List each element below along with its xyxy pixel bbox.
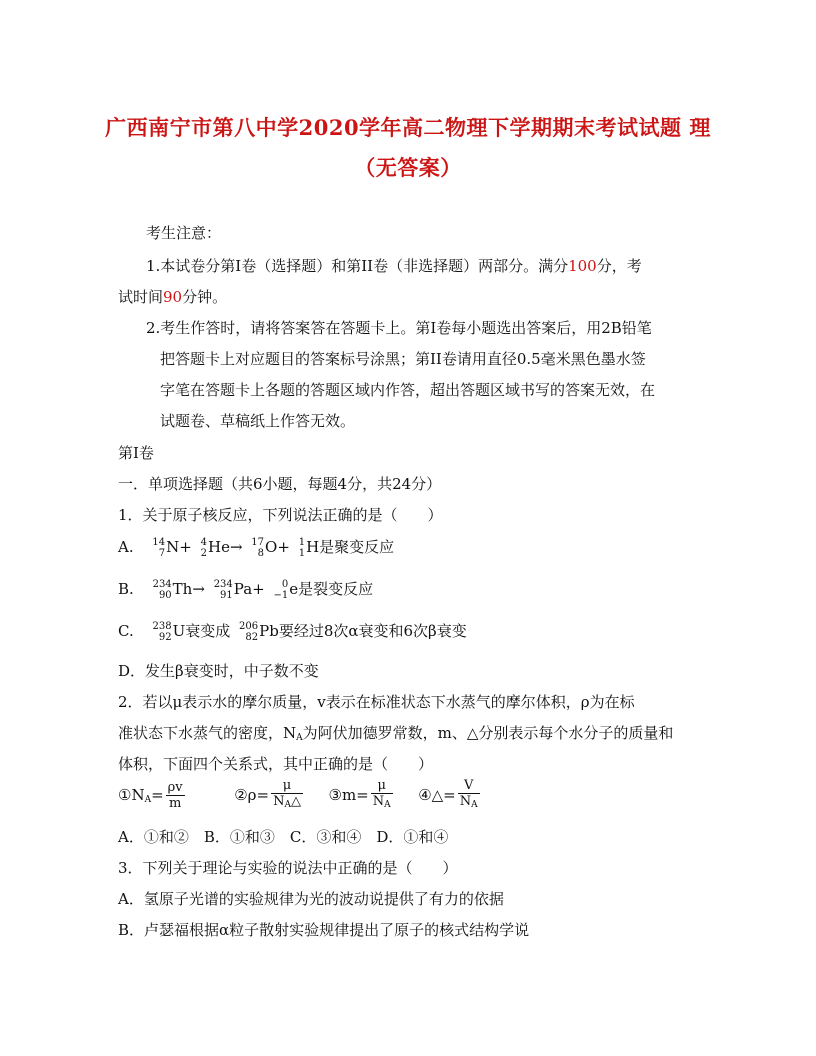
- oxygen-symbol: O+: [265, 538, 290, 556]
- denominator-symbol: N: [459, 794, 472, 809]
- nitrogen-numbers: [152, 537, 165, 559]
- part-heading: 一．单项选择题（共6小题，每题4分，共24分）: [118, 475, 442, 493]
- question-1-option-b: [118, 578, 373, 601]
- question-3-option-b: B．卢瑟福根据α粒子散射实验规律提出了原子的核式结构学说: [118, 921, 530, 939]
- denominator-symbol: N: [273, 794, 285, 809]
- question-1-option-a: [118, 536, 394, 559]
- notice-item-2-line4: 试题卷、草稿纸上作答无效。: [160, 412, 356, 430]
- avogadro-subscript: A: [296, 733, 303, 743]
- numerator: μ: [371, 778, 393, 794]
- question-1-option-d: D．发生β衰变时，中子数不变: [118, 662, 319, 680]
- denominator-subscript: A: [471, 800, 478, 810]
- question-2-line2: [118, 722, 673, 743]
- notice-item-1-text-a: 1.本试卷分第Ⅰ卷（选择题）和第II卷（非选择题）两部分。满分: [146, 257, 569, 275]
- option-b-label: B.: [118, 580, 134, 598]
- denominator: [458, 794, 480, 813]
- notice-item-1-line2: [118, 286, 227, 307]
- question-1-option-c: [118, 620, 467, 643]
- mass-number: 234: [152, 579, 172, 590]
- mass-number: 206: [239, 621, 259, 632]
- option-c-label: C.: [118, 622, 134, 640]
- volume-heading: 第Ⅰ卷: [118, 444, 154, 462]
- electron-numbers: [274, 579, 289, 601]
- option-a-label: A.: [118, 538, 134, 556]
- decay-verb: 衰变成: [185, 622, 231, 640]
- notice-item-2-line1: 2.考生作答时，请将答案答在答题卡上。第Ⅰ卷每小题选出答案后，用2B铅笔: [146, 319, 652, 337]
- notice-item-2-line3: 字笔在答题卡上各题的答题区域内作答，超出答题区域书写的答案无效，在: [160, 381, 656, 399]
- question-3-stem: 3．下列关于理论与实验的说法中正确的是（ ）: [118, 859, 458, 877]
- notice-item-1-line1: [146, 255, 642, 276]
- uranium-numbers: [153, 621, 172, 643]
- lead-symbol: Pb: [259, 622, 279, 640]
- protactinium-numbers: [214, 579, 233, 601]
- numerator: ρv: [167, 780, 183, 795]
- formula-1-lhs-subscript: A: [144, 794, 152, 805]
- nitrogen-symbol: N+: [166, 538, 192, 556]
- formula-2: [234, 778, 310, 810]
- mass-number: 1: [298, 537, 306, 548]
- formula-4-lhs: ④△=: [418, 785, 456, 804]
- charge-number: −1: [273, 590, 289, 601]
- denominator: [271, 794, 303, 813]
- option-c-text: 要经过8次α衰变和6次β衰变: [278, 622, 467, 640]
- atomic-number: 2: [200, 548, 207, 559]
- mass-number: 4: [200, 537, 207, 548]
- question-1-stem: 1．关于原子核反应，下列说法正确的是（ ）: [118, 506, 443, 524]
- formula-2-lhs: ②ρ=: [234, 785, 270, 804]
- atomic-number: 90: [158, 590, 172, 601]
- formula-1-equals: =: [151, 785, 164, 804]
- formula-4: [418, 778, 481, 810]
- question-3-option-a: A．氢原子光谱的实验规律为光的波动说提供了有力的依据: [118, 890, 504, 908]
- lead-numbers: [239, 621, 258, 643]
- denominator-tail: △: [290, 794, 301, 809]
- formula-3: [328, 778, 400, 810]
- question-2-formulas: [118, 778, 482, 813]
- denominator: [371, 794, 393, 813]
- denominator-subscript: A: [384, 800, 391, 810]
- formula-1-lhs: ①N: [118, 785, 145, 804]
- mass-number: 14: [152, 537, 166, 548]
- numerator: V: [458, 778, 480, 794]
- mass-number: 234: [213, 579, 233, 590]
- hydrogen-numbers: [299, 537, 305, 559]
- notice-heading: 考生注意：: [146, 224, 222, 242]
- formula-3-fraction: [371, 778, 393, 813]
- formula-3-lhs: ③m=: [328, 785, 369, 804]
- option-a-text: 是聚变反应: [319, 538, 395, 556]
- question-2-line3: 体积，下面四个关系式，其中正确的是（ ）: [118, 755, 434, 773]
- option-b-text: 是裂变反应: [298, 580, 374, 598]
- atomic-number: 91: [220, 590, 233, 601]
- document-title-line1: 广西南宁市第八中学2020学年高二物理下学期期末考试试题 理: [105, 115, 711, 140]
- notice-item-1-text-c: 试时间: [118, 288, 164, 306]
- notice-item-1-text-b: 分，考: [596, 257, 642, 275]
- denominator: m: [168, 796, 182, 811]
- question-2-options: A．①和② B．①和③ C．③和④ D．①和④: [118, 828, 449, 846]
- numerator: μ: [271, 778, 303, 794]
- protactinium-symbol: Pa+: [233, 580, 265, 598]
- document-title-line2: （无答案）: [354, 155, 462, 180]
- formula-1: [118, 780, 191, 811]
- atomic-number: 82: [245, 632, 259, 643]
- atomic-number: 7: [158, 548, 166, 559]
- atomic-number: 8: [257, 548, 265, 559]
- notice-item-1-text-d: 分钟。: [182, 288, 228, 306]
- denominator-symbol: N: [372, 794, 385, 809]
- question-2-line1: 2．若以μ表示水的摩尔质量，v表示在标准状态下水蒸气的摩尔体积，ρ为在标: [118, 693, 635, 711]
- formula-4-fraction: [458, 778, 480, 813]
- full-score: 100: [568, 257, 597, 275]
- formula-1-fraction: [166, 780, 185, 811]
- notice-item-2-line2: 把答题卡上对应题目的答案标号涂黑；第II卷请用直径0.5毫米黑色墨水签: [160, 350, 646, 368]
- oxygen-numbers: [251, 537, 264, 559]
- denominator-subscript: A: [284, 800, 291, 810]
- q2-line2-text-b: 为阿伏加德罗常数，m、△分别表示每个水分子的质量和: [302, 724, 674, 742]
- uranium-symbol: U: [172, 622, 186, 640]
- helium-numbers: [201, 537, 207, 559]
- mass-number: 238: [152, 621, 172, 632]
- formula-2-fraction: [271, 778, 303, 813]
- exam-time: 90: [163, 288, 183, 306]
- atomic-number: 92: [158, 632, 172, 643]
- atomic-number: 1: [298, 548, 306, 559]
- mass-number: 17: [251, 537, 265, 548]
- thorium-symbol: Th→: [172, 580, 205, 598]
- mass-number: 0: [281, 579, 289, 590]
- helium-symbol: He→: [207, 538, 243, 556]
- electron-symbol: e: [289, 580, 299, 598]
- thorium-numbers: [153, 579, 172, 601]
- q2-line2-text-a: 准状态下水蒸气的密度，N: [118, 724, 297, 742]
- hydrogen-symbol: H: [306, 538, 320, 556]
